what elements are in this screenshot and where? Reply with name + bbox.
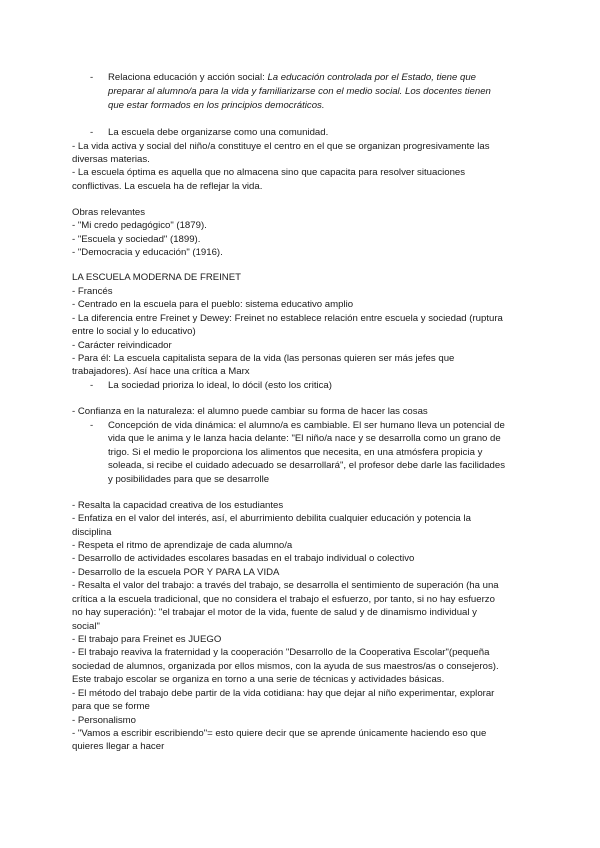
paragraph-line: no hay superación): "el trabajar el motor de la vida, fuente de salud y de dinamismo individual y (72, 607, 477, 618)
section-heading: LA ESCUELA MODERNA DE FREINET (72, 272, 241, 283)
paragraph-line: diversas materias. (72, 154, 150, 165)
list-item: - Resalta el valor del trabajo: a través del trabajo, se desarrolla el sentimiento de superación (ha una (72, 580, 499, 591)
paragraph-line: conflictivas. La escuela ha de reflejar la vida. (72, 181, 263, 192)
list-item: - Confianza en la naturaleza: el alumno puede cambiar su forma de hacer las cosas (72, 406, 428, 417)
list-item: - El método del trabajo debe partir de la vida cotidiana: hay que dejar al niño experimentar, explorar (72, 688, 495, 699)
list-item: - Carácter reivindicador (72, 340, 172, 351)
bullet-dash: - (90, 380, 94, 391)
bullet-text: vida que le anima y le lanza hacia delante: "El niño/a nace y se desarrolla como un grano de (108, 433, 501, 444)
bullet-text: y posibilidades para que se desarrolle (108, 474, 270, 485)
list-item: - "Mi credo pedagógico" (1879). (72, 220, 207, 231)
list-item: - Resalta la capacidad creativa de los estudiantes (72, 500, 284, 511)
list-item: - "Vamos a escribir escribiendo"= esto quiere decir que se aprende únicamente haciendo eso que (72, 728, 487, 739)
paragraph-line: quieres llegar a hacer (72, 741, 165, 752)
bullet-dash: - (90, 72, 94, 83)
bullet-dash: - (90, 420, 94, 431)
list-item: - La diferencia entre Freinet y Dewey: Freinet no establece relación entre escuela y sociedad (ruptura (72, 313, 503, 324)
list-item: - "Democracia y educación" (1916). (72, 247, 223, 258)
italic-text: La educación controlada por el Estado, tiene que (267, 72, 477, 83)
bullet-text: La sociedad prioriza lo ideal, lo dócil (esto los critica) (108, 380, 332, 391)
bullet-text: Concepción de vida dinámica: el alumno/a es cambiable. El ser humano lleva un potencial de (108, 420, 505, 431)
bullet-dash: - (90, 127, 94, 138)
paragraph-line: entre lo social y lo educativo) (72, 326, 196, 337)
list-item: - Francés (72, 286, 113, 297)
section-heading: Obras relevantes (72, 207, 146, 218)
list-item: - Respeta el ritmo de aprendizaje de cada alumno/a (72, 540, 293, 551)
list-item: - Centrado en la escuela para el pueblo: sistema educativo amplio (72, 299, 354, 310)
paragraph-line: social" (72, 621, 100, 632)
paragraph-line: Este trabajo escolar se organiza en torno a una serie de técnicas y actividades básicas. (72, 674, 445, 685)
bullet-lead-text: Relaciona educación y acción social: (108, 72, 265, 83)
list-item: - Para él: La escuela capitalista separa de la vida (las personas quieren ser más jefes que (72, 353, 455, 364)
paragraph-line: sociedad de alumnos, organizada por ellos mismos, con la ayuda de sus maestros/as o consejeros). (72, 661, 499, 672)
bullet-text: trigo. Si el medio le proporciona los alimentos que necesita, en una atmósfera propicia y (108, 447, 483, 458)
paragraph-line (108, 71, 476, 85)
paragraph-line: - La escuela óptima es aquella que no almacena sino que capacita para resolver situaciones (72, 167, 466, 178)
list-item: - El trabajo reaviva la fraternidad y la cooperación "Desarrollo de la Cooperativa Escolar"(pequeña (72, 647, 490, 658)
paragraph-line: crítica a la escuela tradicional, que no considera el trabajo el esfuerzo, por tanto, si no hay esfuerzo (72, 594, 495, 605)
paragraph-line: para que se forme (72, 701, 150, 712)
list-item: - Desarrollo de actividades escolares basadas en el trabajo individual o colectivo (72, 553, 415, 564)
paragraph-line: disciplina (72, 527, 112, 538)
list-item: - "Escuela y sociedad" (1899). (72, 234, 201, 245)
paragraph-line: - La vida activa y social del niño/a constituye el centro en el que se organizan progresivamente las (72, 141, 490, 152)
italic-text: preparar al alumno/a para la vida y familiarizarse con el medio social. Los docentes tienen (108, 86, 491, 97)
bullet-text: soleada, si recibe el cuidado adecuado se desarrollará", el profesor debe darle las facilidades (108, 460, 505, 471)
italic-text: que estar formados en los principios democráticos. (108, 100, 325, 111)
list-item: - Enfatiza en el valor del interés, así, el aburrimiento debilita cualquier educación y potencia la (72, 513, 471, 524)
list-item: - El trabajo para Freinet es JUEGO (72, 634, 222, 645)
list-item: - Desarrollo de la escuela POR Y PARA LA VIDA (72, 567, 280, 578)
paragraph-line: trabajadores). Así hace una crítica a Marx (72, 366, 250, 377)
list-item: - Personalismo (72, 715, 136, 726)
bullet-text: La escuela debe organizarse como una comunidad. (108, 127, 329, 138)
